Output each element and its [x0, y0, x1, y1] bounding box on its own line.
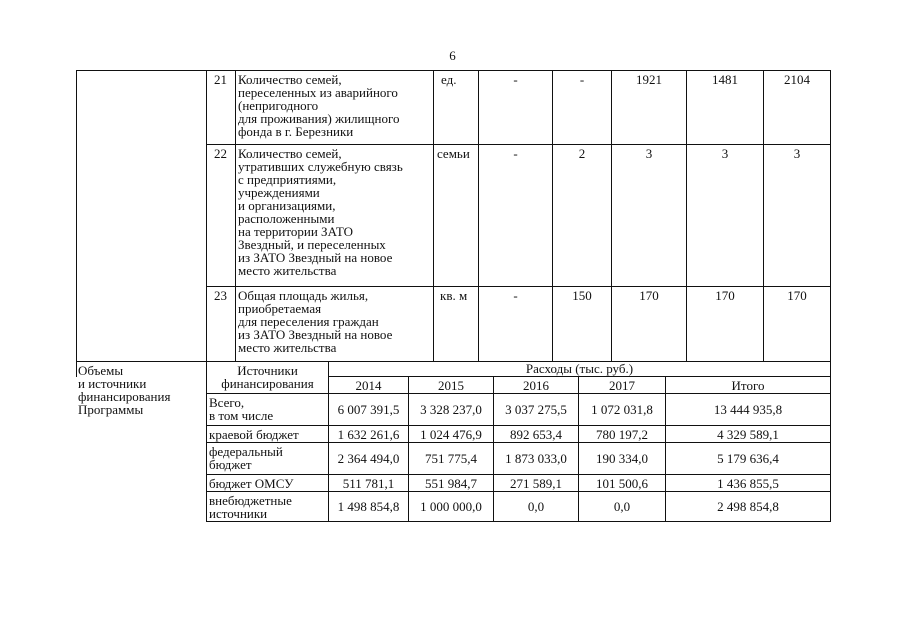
indicator-text: (непригодного — [238, 98, 319, 113]
section-label: Объемы — [78, 363, 124, 378]
indicator-text: из ЗАТО Звездный на новое — [238, 327, 393, 342]
value-cell: 3 037 275,5 — [505, 402, 567, 417]
table-rule — [478, 70, 479, 362]
indicator-text: на территории ЗАТО — [238, 224, 353, 239]
unit: ед. — [441, 72, 457, 87]
expenses-header: Расходы (тыс. руб.) — [525, 361, 634, 376]
sources-header: финансирования — [221, 376, 314, 391]
value-cell: 751 775,4 — [425, 451, 477, 466]
value-cell: 1 873 033,0 — [505, 451, 567, 466]
sources-header: Источники — [237, 363, 298, 378]
row-number: 21 — [214, 72, 227, 87]
table-rule — [830, 361, 831, 522]
table-rule — [235, 70, 236, 362]
value-cell: 150 — [572, 288, 592, 303]
total-cell: 4 329 589,1 — [717, 427, 779, 442]
table-rule — [328, 376, 831, 377]
value-cell: 780 197,2 — [596, 427, 648, 442]
value-cell: 1 498 854,8 — [337, 499, 400, 514]
indicator-text: переселенных из аварийного — [238, 85, 398, 100]
indicator-text: Количество семей, — [238, 72, 342, 87]
section-label: финансирования — [78, 389, 171, 404]
value-cell: 1 024 476,9 — [420, 427, 482, 442]
source-name: в том числе — [209, 408, 274, 423]
indicator-text: утративших служебную связь — [238, 159, 403, 174]
table-rule — [206, 474, 831, 475]
indicator-text: для проживания) жилищного — [238, 111, 400, 126]
total-cell: 2 498 854,8 — [717, 499, 779, 514]
unit: семьи — [437, 146, 470, 161]
value-cell: 3 — [721, 146, 729, 161]
year-header: 2017 — [609, 378, 635, 393]
total-header: Итого — [731, 378, 765, 393]
indicator-text: фонда в г. Березники — [238, 124, 354, 139]
table-rule — [206, 286, 831, 287]
indicator-text: Количество семей, — [238, 146, 342, 161]
source-name: Всего, — [209, 395, 245, 410]
table-rule — [76, 361, 77, 377]
indicator-text: для переселения граждан — [238, 314, 379, 329]
value-cell: 2 — [578, 146, 586, 161]
value-cell: 1 632 261,6 — [337, 427, 400, 442]
value-cell: 3 — [793, 146, 801, 161]
source-name: федеральный — [209, 444, 283, 459]
indicator-text: расположенными — [238, 211, 335, 226]
table-rule — [611, 70, 612, 362]
year-header: 2014 — [355, 378, 382, 393]
value-cell: 1 072 031,8 — [591, 402, 653, 417]
table-rule — [830, 70, 831, 362]
value-cell: 1 000 000,0 — [420, 499, 482, 514]
total-cell: 5 179 636,4 — [717, 451, 779, 466]
value-cell: 101 500,6 — [596, 476, 648, 491]
indicator-text: Звездный, и переселенных — [238, 237, 386, 252]
unit: кв. м — [440, 288, 468, 303]
value-cell: 1481 — [712, 72, 738, 87]
total-cell: 1 436 855,5 — [717, 476, 779, 491]
year-header: 2016 — [523, 378, 549, 393]
section-label: и источники — [78, 376, 147, 391]
year-header: 2015 — [438, 378, 464, 393]
indicator-text: место жительства — [238, 340, 337, 355]
table-rule — [206, 521, 831, 522]
table-rule — [76, 70, 77, 362]
value-cell: 190 334,0 — [596, 451, 648, 466]
table-rule — [206, 144, 831, 145]
source-name: внебюджетные — [209, 493, 292, 508]
value-cell: 170 — [639, 288, 659, 303]
indicator-text: с предприятиями, — [238, 172, 337, 187]
table-rule — [433, 70, 434, 362]
source-name: бюджет ОМСУ — [209, 476, 294, 491]
table-rule — [206, 442, 831, 443]
value-cell: 0,0 — [613, 499, 631, 514]
source-name: краевой бюджет — [209, 427, 299, 442]
source-name: источники — [209, 506, 268, 521]
table-rule — [76, 70, 831, 71]
indicator-text: и организациями, — [238, 198, 336, 213]
value-cell: - — [513, 288, 518, 303]
value-cell: 2104 — [784, 72, 810, 87]
value-cell: 1921 — [636, 72, 662, 87]
value-cell: 170 — [787, 288, 807, 303]
table-rule — [206, 425, 831, 426]
table-rule — [206, 393, 831, 394]
indicator-text: учреждениями — [238, 185, 320, 200]
indicator-text: место жительства — [238, 263, 337, 278]
value-cell: - — [513, 146, 518, 161]
value-cell: 511 781,1 — [342, 476, 395, 491]
value-cell: 892 653,4 — [510, 427, 562, 442]
table-rule — [206, 70, 207, 362]
value-cell: 6 007 391,5 — [337, 402, 400, 417]
value-cell: 3 — [645, 146, 653, 161]
value-cell: 170 — [715, 288, 735, 303]
value-cell: 551 984,7 — [425, 476, 477, 491]
table-rule — [552, 70, 553, 362]
value-cell: 0,0 — [527, 499, 545, 514]
value-cell: 271 589,1 — [510, 476, 562, 491]
indicator-text: приобретаемая — [238, 301, 322, 316]
indicator-text: из ЗАТО Звездный на новое — [238, 250, 393, 265]
row-number: 22 — [214, 146, 227, 161]
value-cell: - — [579, 72, 585, 87]
table-rule — [686, 70, 687, 362]
page-number: 6 — [449, 48, 456, 63]
value-cell: 2 364 494,0 — [337, 451, 400, 466]
table-rule — [206, 491, 831, 492]
table-rule — [763, 70, 764, 362]
section-label: Программы — [78, 402, 144, 417]
total-cell: 13 444 935,8 — [713, 402, 783, 417]
indicator-text: Общая площадь жилья, — [238, 288, 369, 303]
source-name: бюджет — [209, 457, 252, 472]
value-cell: 3 328 237,0 — [420, 402, 482, 417]
value-cell: - — [513, 72, 518, 87]
row-number: 23 — [214, 288, 227, 303]
